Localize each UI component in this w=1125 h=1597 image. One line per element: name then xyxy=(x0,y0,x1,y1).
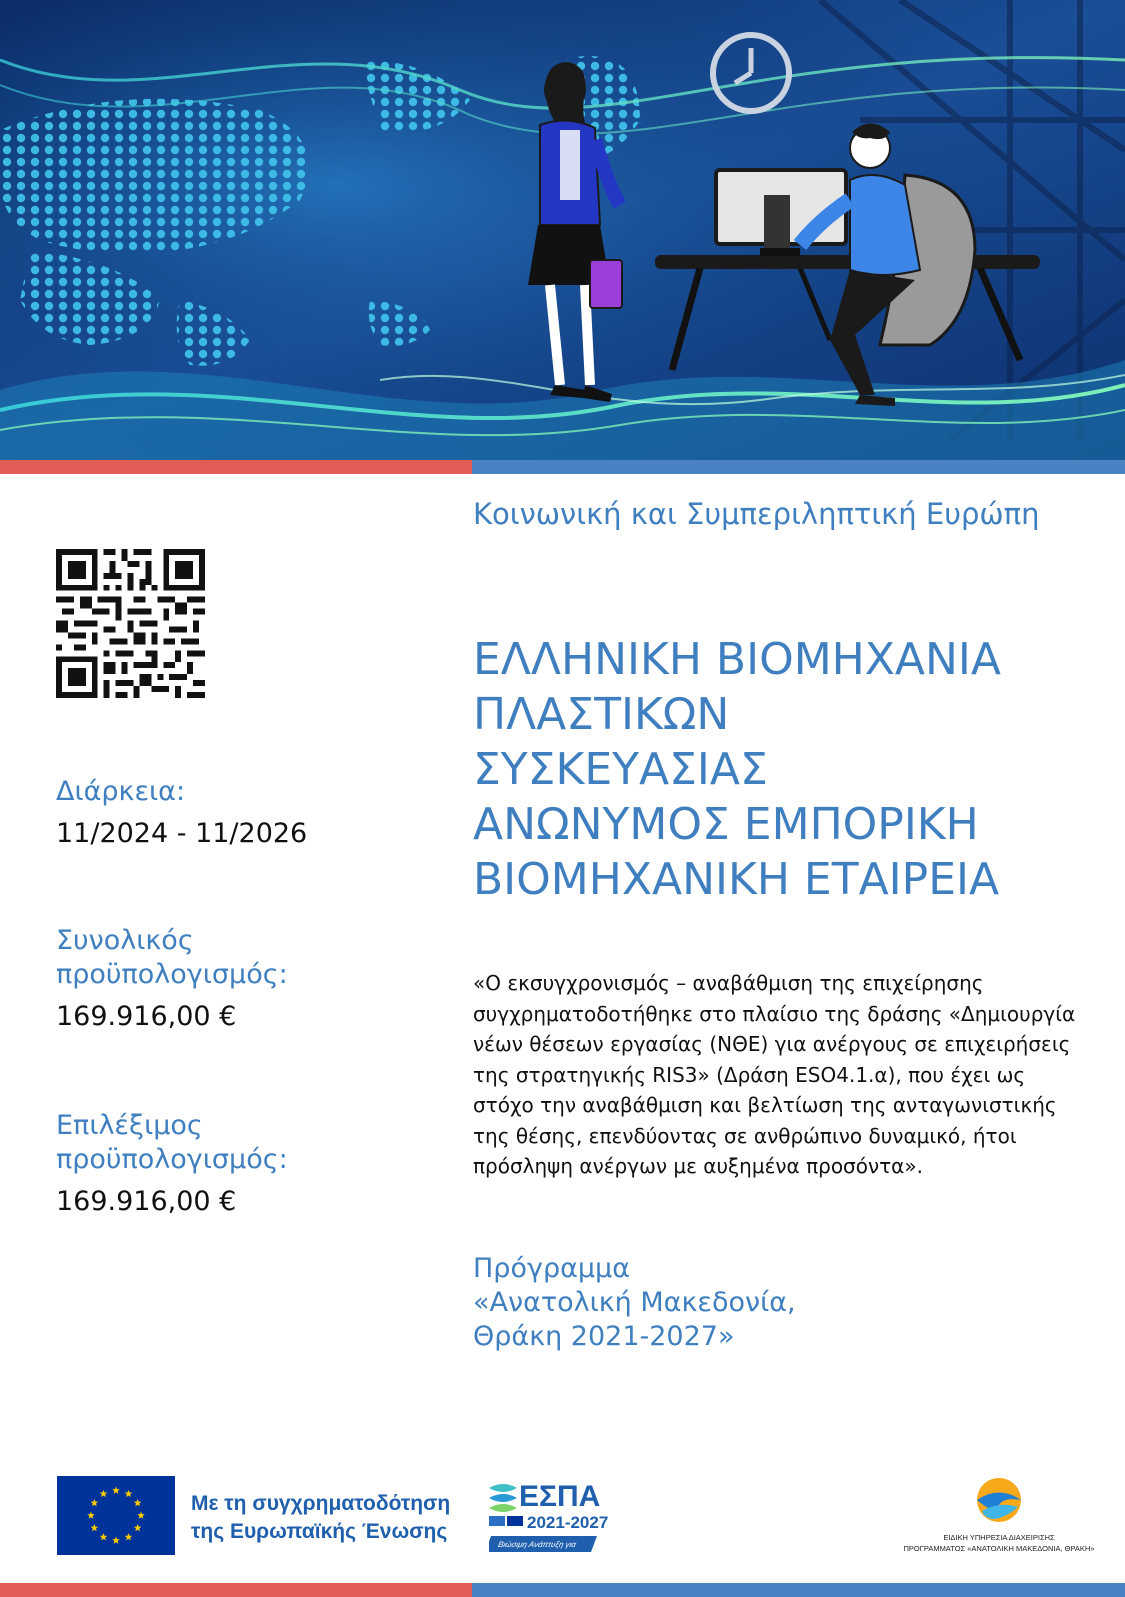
managing-authority-logo xyxy=(974,1475,1024,1525)
company-name xyxy=(473,632,1113,907)
program-line: «Ανατολική Μακεδονία, xyxy=(473,1287,796,1318)
total-budget-label: Συνολικός προϋπολογισμός: xyxy=(56,925,288,990)
managing-authority-text xyxy=(870,1532,1125,1554)
duration-value: 11/2024 - 11/2026 xyxy=(56,818,308,849)
stripe-red-segment xyxy=(0,460,472,474)
eu-cofunding-text xyxy=(191,1490,481,1546)
company-name-line: ΣΥΣΚΕΥΑΣΙΑΣ xyxy=(473,744,768,795)
duration-label: Διάρκεια: xyxy=(56,776,186,807)
bottom-divider-stripe xyxy=(0,1583,1125,1597)
espa-years: 2021-2027 xyxy=(527,1513,609,1532)
stripe-blue-segment xyxy=(472,460,1125,474)
mgmt-text-line: ΕΙΔΙΚΗ ΥΠΗΡΕΣΙΑ ΔΙΑΧΕΙΡΙΣΗΣ xyxy=(943,1533,1055,1542)
eligible-budget-value: 169.916,00 € xyxy=(56,1186,237,1217)
company-name-line: ΠΛΑΣΤΙΚΩΝ xyxy=(473,689,730,740)
top-divider-stripe xyxy=(0,460,1125,474)
hero-illustration xyxy=(0,0,1125,462)
company-name-line: ΑΝΩΝΥΜΟΣ ΕΜΠΟΡΙΚΗ xyxy=(473,799,979,850)
espa-slogan: Βιώσιμη Ανάπτυξη για Όλους xyxy=(497,1540,577,1565)
eligible-budget-label: Επιλέξιμος προϋπολογισμός: xyxy=(56,1110,288,1175)
eu-flag-logo xyxy=(57,1476,175,1555)
stripe-red-segment xyxy=(0,1583,472,1597)
hero-svg xyxy=(0,0,1125,462)
program-category: Κοινωνική και Συμπεριληπτική Ευρώπη xyxy=(473,497,1040,531)
eu-text-line: Με τη συγχρηματοδότηση xyxy=(191,1492,451,1515)
eu-text-line: της Ευρωπαϊκής Ένωσης xyxy=(191,1520,448,1543)
company-name-line: ΒΙΟΜΗΧΑΝΙΚΗ ΕΤΑΙΡΕΙΑ xyxy=(473,854,1000,905)
project-description: «Ο εκσυγχρονισμός – αναβάθμιση της επιχείρησης συγχρηματοδοτήθηκε στο πλαίσιο της δράσης «Δημιουργία νέων θέσεων εργασίας (ΝΘΕ) για ανέργους σε επιχειρήσεις της στρατηγικής RIS3» (Δράση ESO4.1.α), που έχει ως στόχο την αναβάθμιση και βελτίωση της ανταγωνιστικής της θέσης, επενδύοντας σε ανθρώπινο δυναμικό, ήτοι πρόσληψη ανέργων με αυξημένα προσόντα». xyxy=(473,971,1076,1178)
mgmt-text-line: ΠΡΟΓΡΑΜΜΑΤΟΣ «ΑΝΑΤΟΛΙΚΗ ΜΑΚΕΔΟΝΙΑ, ΘΡΑΚΗ» xyxy=(903,1544,1095,1553)
total-budget-value: 169.916,00 € xyxy=(56,1001,237,1032)
espa-title: ΕΣΠΑ xyxy=(519,1480,601,1513)
stripe-blue-segment xyxy=(472,1583,1125,1597)
company-name-line: ΕΛΛΗΝΙΚΗ ΒΙΟΜΗΧΑΝΙΑ xyxy=(473,634,1001,685)
program-line: Πρόγραμμα xyxy=(473,1253,631,1284)
qr-code[interactable] xyxy=(56,549,205,698)
operational-program xyxy=(473,1252,1073,1354)
program-line: Θράκη 2021-2027» xyxy=(473,1321,735,1352)
